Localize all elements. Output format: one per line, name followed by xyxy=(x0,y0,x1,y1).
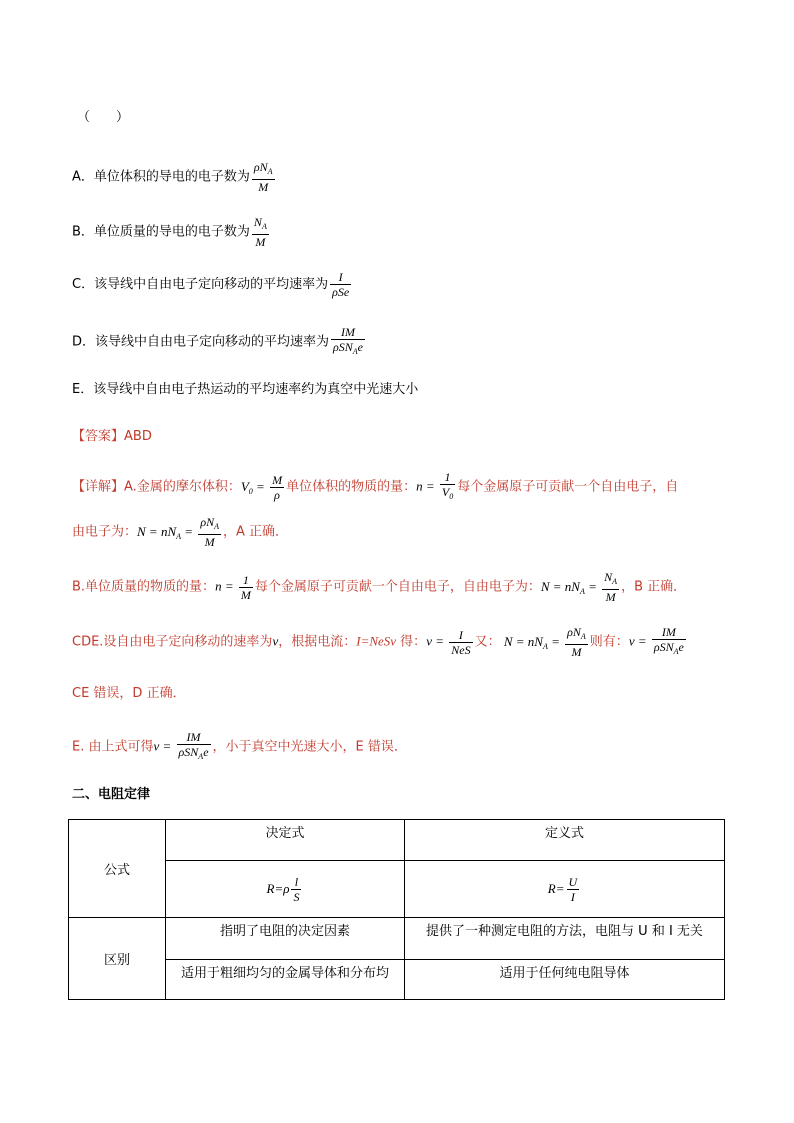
diff-definition-2: 适用于任何纯电阻导体 xyxy=(405,960,725,1000)
row-label-difference: 区别 xyxy=(69,918,166,1000)
detail-tag: 【详解】 xyxy=(72,479,125,495)
option-c-text: C．该导线中自由电子定向移动的平均速率为 xyxy=(72,277,329,292)
section-title: 二、电阻定律 xyxy=(72,787,151,802)
moles-fraction: $\frac{1}{V_0}$ xyxy=(440,470,455,504)
electron-count-formula: $N = nN_A$ = xyxy=(137,523,197,541)
formula-definition: R= $\frac{U}{I}$ xyxy=(405,861,725,918)
option-a xyxy=(72,160,277,194)
diff-definition-1: 提供了一种测定电阻的方法，电阻与 U 和 I 无关 xyxy=(405,918,725,960)
molar-volume-fraction: $\frac{M}{\rho}$ xyxy=(272,472,283,502)
row-label-formula: 公式 xyxy=(69,820,166,918)
option-b-fraction: $\frac{N_A}{M}$ xyxy=(253,215,267,249)
molar-volume-formula: $V_0$ = xyxy=(240,478,269,496)
detail-line-ce: CE 错误，D 正确． xyxy=(72,686,186,701)
option-d-text: D．该导线中自由电子定向移动的平均速率为 xyxy=(72,334,330,350)
option-a-text: A．单位体积的导电的电子数为 xyxy=(72,169,250,185)
detail-line-2: 由电子为：$N = nN_A$ = $\frac{\rho N_A}{M}$ ，A 正确． xyxy=(72,515,288,549)
option-e: E．该导线中自由电子热运动的平均速率约为真空中光速大小 xyxy=(72,382,419,397)
option-c-fraction: $\frac{I}{\text{ρSe}}$ xyxy=(332,270,350,299)
option-d xyxy=(72,325,367,359)
answer-tag: 【答案】 xyxy=(72,429,125,444)
detail-line-b: B.单位质量的物质的量：n = $\frac{1}{M}$ 每个金属原子可贡献一个自由电子，自由电子为：$N = nN_A$ = $\frac{N_A}{M}$ ，B 正确． xyxy=(72,570,687,604)
answer-blank: （ ） xyxy=(77,110,130,125)
diff-decisive-2: 适用于粗细均匀的金属导体和分布均 xyxy=(166,960,405,1000)
formula-decisive: R=ρ $\frac{l}{S}$ xyxy=(166,861,405,918)
col-header-decisive: 决定式 xyxy=(166,820,405,861)
col-header-definition: 定义式 xyxy=(405,820,725,861)
detail-line-1: 【详解】A.金属的摩尔体积：$V_0$ = $\frac{M}{\rho}$ 单位体积的物质的量：n = $\frac{1}{V_0}$ 每个金属原子可贡献一个自由电子，自 xyxy=(72,470,678,504)
option-d-fraction: $\frac{IM}{\rho SN_Ae}$ xyxy=(331,325,365,359)
answer-value: ABD xyxy=(124,429,152,444)
option-b-text: B．单位质量的导电的电子数为 xyxy=(72,224,250,240)
option-a-fraction: $\frac{\rho N_A}{M}$ xyxy=(253,160,273,194)
detail-line-e: E. 由上式可得v = $\frac{IM}{\rho SN_Ae}$ ，小于真空中光速大小，E 错误． xyxy=(72,730,407,764)
resistance-law-table xyxy=(68,819,725,1000)
diff-decisive-1: 指明了电阻的决定因素 xyxy=(166,918,405,960)
option-c xyxy=(72,270,353,299)
option-b xyxy=(72,215,271,249)
answer-line xyxy=(72,425,152,444)
detail-line-cde: CDE.设自由电子定向移动的速率为v，根据电流：I=NeSv 得：v = $\frac{I}{\text{NeS}}$ 又： $N = nN_A$ = $\frac{\rho N_A}{M}$ 则有：v = $\frac{IM}{\rho SN_Ae}$ xyxy=(72,625,684,659)
